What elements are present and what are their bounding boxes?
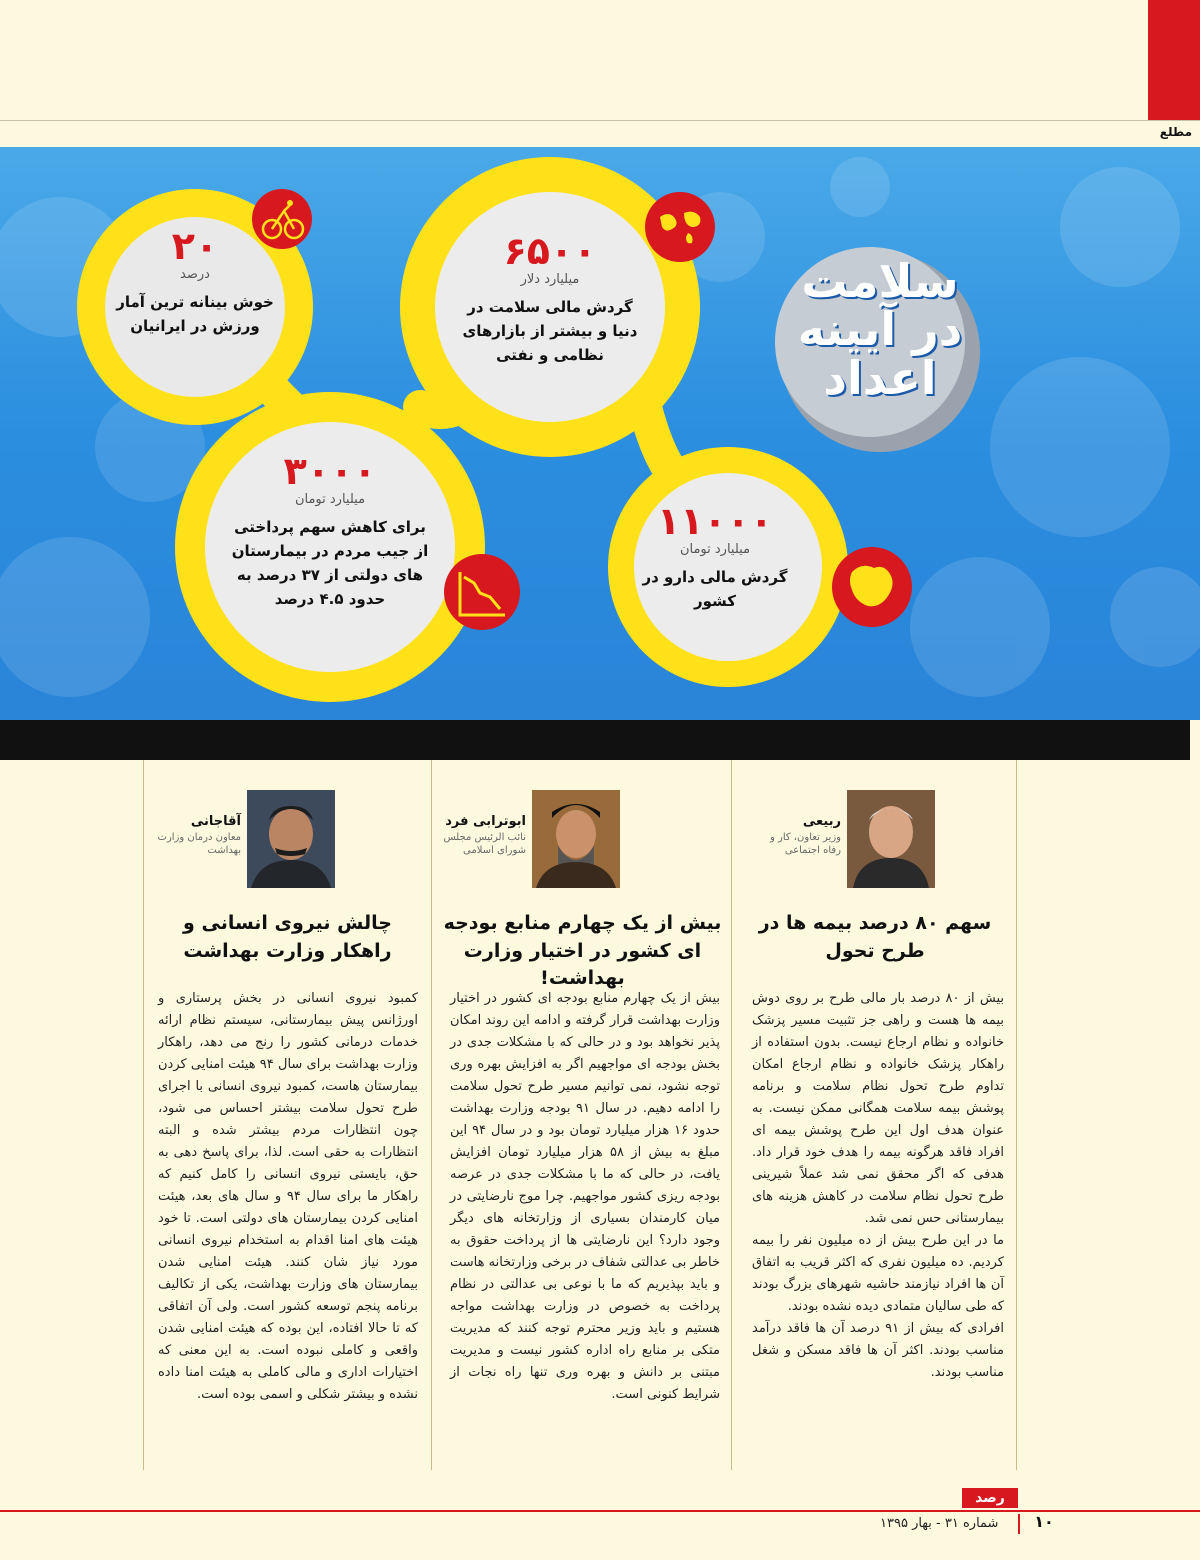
hero-infographic bbox=[0, 147, 1200, 720]
stat-drug-turnover bbox=[640, 499, 790, 613]
top-rule bbox=[0, 120, 1200, 121]
footer-rule bbox=[0, 1510, 1200, 1512]
column-heading: چالش نیروی انسانی و راهکار وزارت بهداشت bbox=[183, 912, 392, 962]
paragraph: افرادی که بیش از ۹۱ درصد آن ها فاقد درآمد مناسب بودند. اکثر آن ها فاقد مسکن و شغل مناسب بودند. bbox=[752, 1321, 1004, 1380]
stat-unit: میلیارد دلار bbox=[520, 272, 580, 287]
portrait-photo bbox=[847, 790, 935, 888]
world-map-icon bbox=[645, 192, 715, 262]
profile-role: نائب الرئیس مجلس شورای اسلامی bbox=[443, 832, 526, 856]
stat-text: خوش بینانه ترین آمار ورزش در ایرانیان bbox=[116, 293, 274, 335]
profile-name: ربیعی bbox=[802, 814, 841, 829]
column-heading: سهم ۸۰ درصد بیمه ها در طرح تحول bbox=[758, 912, 992, 962]
portrait-photo bbox=[532, 790, 620, 888]
hero-title-line-2: در آیینه bbox=[797, 302, 963, 357]
hero-title-line-1: سلامت bbox=[801, 254, 959, 308]
issue-info: شماره ۳۱ - بهار ۱۳۹۵ bbox=[880, 1516, 999, 1531]
iran-map-icon bbox=[832, 547, 912, 627]
profile-role: وزیر تعاون، کار و رفاه اجتماعی bbox=[769, 832, 841, 856]
magazine-logo: رصد bbox=[962, 1488, 1018, 1508]
column-rule bbox=[1016, 760, 1017, 1470]
stat-number: ۲۰ bbox=[171, 224, 219, 268]
column-heading: بیش از یک چهارم منابع بودجه ای کشور در اختیار وزارت بهداشت! bbox=[443, 912, 722, 990]
footer-separator bbox=[1018, 1514, 1020, 1534]
declining-chart-icon bbox=[444, 554, 520, 630]
column-body bbox=[450, 988, 720, 1406]
column-body bbox=[158, 988, 418, 1406]
section-label: مطلع bbox=[1159, 125, 1192, 139]
column-body bbox=[752, 988, 1004, 1384]
stat-out-of-pocket bbox=[225, 449, 435, 611]
stat-number: ۱۱۰۰۰ bbox=[657, 499, 773, 543]
stat-text: گردش مالی دارو در کشور bbox=[642, 568, 788, 610]
column-rule bbox=[431, 760, 432, 1470]
stat-text: گردش مالی سلامت در دنیا و بیشتر از بازارهای نظامی و نفتی bbox=[462, 298, 638, 364]
stat-text: برای کاهش سهم پرداختی از جیب مردم در بیمارستان های دولتی از ۳۷ درصد به حدود ۴.۵ درصد bbox=[231, 518, 429, 608]
hero-title bbox=[780, 254, 980, 457]
profile-role: معاون درمان وزارت بهداشت bbox=[157, 832, 241, 856]
stat-unit: میلیارد تومان bbox=[294, 492, 366, 507]
column-rule bbox=[143, 760, 144, 1470]
paragraph: ما در این طرح بیش از ده میلیون نفر را بیمه کردیم. ده میلیون نفری که اکثر قریب به اتفاق آن ها افراد نیازمند حاشیه شهرهای بزرگ بودند که طی سالیان متمادی دیده نشده بودند. bbox=[752, 1233, 1004, 1314]
profile-name: ابوترابی فرد bbox=[445, 814, 526, 829]
profile-name: آقاجانی bbox=[190, 814, 241, 829]
stat-unit: درصد bbox=[180, 267, 210, 282]
profile bbox=[150, 790, 335, 890]
stat-health-turnover bbox=[455, 229, 645, 367]
profile bbox=[440, 790, 620, 890]
paragraph: بیش از ۸۰ درصد بار مالی طرح بر روی دوش بیمه ها هست و راهی جز تثبیت مسیر پزشک خانواده و نظام ارجاع نیست. بدون استفاده از راهکار پزشک خانواده و نظام ارجاع امکان تداوم طرح تحول نظام سلامت و برنامه پوشش بیمه سلامت همگانی ممکن نیست. به عنوان هدف اول این طرح پوشش بیمه ای افراد فاقد هرگونه بیمه را هدف خود قرار داد. هدفی که اگر محقق نمی شد عملاً شیرینی طرح تحول نظام سلامت در کاهش هزینه های بیمارستانی حس نمی شد. bbox=[752, 991, 1004, 1226]
paragraph: کمبود نیروی انسانی در بخش پرستاری و اورژانس پیش بیمارستانی، سیستم نظام ارائه خدمات درمانی کشور را رنج می دهد، راهکار وزارت بهداشت برای سال ۹۴ هیئت امنایی کردن بیمارستان هاست، کمبود نیروی انسانی با اجرای طرح تحول سلامت بیشتر احساس می شود، چون انتظارات مردم بیشتر شده و البته انتظارات به حقی است. لذا، برای پاسخ دهی به حق، بایستی نیروی انسانی را کامل کنیم که راهکار ما برای سال ۹۴ و سال های بعد، هیئت امنایی کردن بیمارستان های دولتی است. تا خود هیئت های امنا اقدام به استخدام نیروی انسانی مورد نیاز شان کنند. هیئت امنایی شدن بیمارستان های وزارت بهداشت، یکی از تکالیف برنامه پنجم توسعه کشور است. ولی آن اتفاقی که تا حالا افتاده، این بوده که هیئت امنایی شدن واقعی و کاملی نبوده است. به این معنی که اختیارات اداری و مالی کاملی به هیئت امنا داده نشده و بیشتر شکلی و اسمی بوده است. bbox=[158, 991, 419, 1402]
column-rule bbox=[731, 760, 732, 1470]
page-number: ۱۰ bbox=[1034, 1512, 1054, 1531]
separator-bar bbox=[0, 720, 1190, 760]
hero-title-line-3: اعداد bbox=[823, 350, 937, 405]
stat-number: ۶۵۰۰ bbox=[503, 229, 597, 273]
paragraph: بیش از یک چهارم منابع بودجه ای کشور در اختیار وزارت بهداشت قرار گرفته و ادامه این روند امکان پذیر نخواهد بود و در حالی که با مشکلات جدی در بخش بودجه ای مواجهیم اگر به افزایش بهره وری توجه نشود، نمی توانیم مسیر طرح تحول سلامت را ادامه دهیم. در سال ۹۱ بودجه وزارت بهداشت حدود ۱۶ هزار میلیارد تومان بود و در سال ۹۴ این مبلغ به بیش از ۵۸ هزار میلیارد تومان افزایش یافت، در حالی که ما با مشکلات جدی در عرصه بودجه ریزی کشور مواجهیم. چرا موج نارضایتی در میان کارمندان بسیاری از وزارتخانه های دیگر وجود دارد؟ این نارضایتی ها از پرداخت حقوق به خاطر بی عدالتی شفاف در برخی وزارتخانه هاست و باید بپذیریم که ما با نوعی بی عدالتی در نظام پرداخت به خصوص در وزارت بهداشت مواجه هستیم و باید وزیر محترم توجه کنند که مدیریت متکی بر منابع راه اداره کشور نیست و مدیریت مبتنی بر دانش و بهره وری تنها راه نجات از شرایط کنونی است. bbox=[450, 991, 720, 1402]
portrait-photo bbox=[247, 790, 335, 888]
top-red-tab bbox=[1148, 0, 1200, 120]
stat-unit: میلیارد تومان bbox=[679, 542, 751, 557]
stat-number: ۳۰۰۰ bbox=[283, 449, 377, 493]
stat-sport bbox=[110, 224, 280, 338]
profile bbox=[740, 790, 935, 890]
